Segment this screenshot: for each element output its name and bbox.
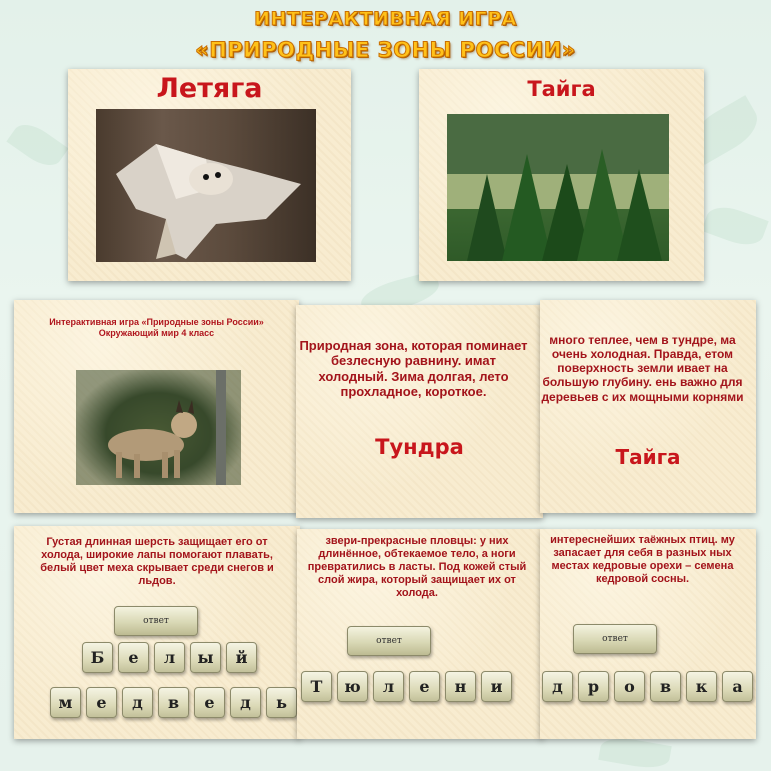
letter-tile[interactable]: ю: [337, 671, 368, 702]
taiga-trees-image: [447, 114, 669, 261]
slide-seals[interactable]: [297, 529, 543, 739]
polar-bear-description: Густая длинная шерсть защищает его от холода, широкие лапы помогают плавать, белый цвет меха скрывает среди снегов и льдов.: [40, 536, 274, 587]
slide-tundra[interactable]: [296, 305, 543, 518]
letter-tile[interactable]: д: [122, 687, 153, 718]
letter-tile[interactable]: в: [158, 687, 189, 718]
seals-description: звери-прекрасные пловцы: у них длинённое, обтекаемое тело, а ноги превратились в ласты. Под кожей стый слой жира, который защищает их от холода.: [307, 535, 527, 599]
slide-polar-bear[interactable]: [14, 526, 300, 739]
slide-nutcracker[interactable]: [540, 529, 756, 739]
letter-tile[interactable]: д: [230, 687, 261, 718]
slide-flying-squirrel[interactable]: [68, 69, 351, 281]
letter-tile[interactable]: е: [194, 687, 225, 718]
slide-title: Тайга: [527, 77, 596, 101]
letter-tile[interactable]: ы: [190, 642, 221, 673]
answer-tiles-row-2: [50, 687, 297, 718]
letter-tile[interactable]: й: [226, 642, 257, 673]
letter-tile[interactable]: р: [578, 671, 609, 702]
letter-tile[interactable]: е: [409, 671, 440, 702]
answer-button[interactable]: ответ: [347, 626, 431, 656]
letter-tile[interactable]: л: [373, 671, 404, 702]
nutcracker-description: интереснейших таёжных птиц. му запасает для себя в разных ных местах кедровые орехи – семена кедровой сосны.: [550, 534, 735, 585]
letter-tile[interactable]: н: [445, 671, 476, 702]
slide-taiga[interactable]: [419, 69, 704, 281]
letter-tile[interactable]: а: [722, 671, 753, 702]
lynx-image: [76, 370, 241, 485]
page-title: ИНТЕРАКТИВНАЯ ИГРА: [254, 8, 517, 30]
letter-tile[interactable]: о: [614, 671, 645, 702]
letter-tile[interactable]: ь: [266, 687, 297, 718]
background-leaf: [6, 117, 68, 173]
page-subtitle: «ПРИРОДНЫЕ ЗОНЫ РОССИИ»: [195, 38, 576, 62]
tundra-answer: Тундра: [375, 435, 464, 459]
slide-title: Летяга: [156, 73, 263, 104]
background-leaf: [701, 201, 768, 252]
letter-tile[interactable]: л: [154, 642, 185, 673]
answer-tiles: [542, 671, 753, 702]
letter-tile[interactable]: м: [50, 687, 81, 718]
answer-button[interactable]: ответ: [114, 606, 198, 636]
letter-tile[interactable]: к: [686, 671, 717, 702]
slide-intro[interactable]: [14, 300, 299, 513]
intro-heading: Интерактивная игра «Природные зоны России»: [49, 317, 264, 327]
answer-tiles-row-1: [82, 642, 257, 673]
letter-tile[interactable]: Б: [82, 642, 113, 673]
taiga-description: много теплее, чем в тундре, ма очень холодная. Правда, етом поверхность земли ивает на большую глубину. ень важно для деревьев с их мощными корнями: [541, 333, 744, 404]
letter-tile[interactable]: д: [542, 671, 573, 702]
taiga-forest-photo: [447, 114, 669, 261]
background-leaf: [598, 734, 671, 771]
taiga-answer: Тайга: [615, 445, 681, 469]
flying-squirrel-photo: [96, 109, 316, 262]
slide-taiga-description[interactable]: [540, 300, 756, 513]
letter-tile[interactable]: Т: [301, 671, 332, 702]
letter-tile[interactable]: е: [86, 687, 117, 718]
letter-tile[interactable]: е: [118, 642, 149, 673]
intro-subheading: Окружающий мир 4 класс: [98, 328, 215, 338]
tundra-description: Природная зона, которая поминает безлесную равнину. имат холодный. Зима долгая, лето прохладное, короткое.: [299, 338, 528, 399]
letter-tile[interactable]: в: [650, 671, 681, 702]
answer-button[interactable]: ответ: [573, 624, 657, 654]
letter-tile[interactable]: и: [481, 671, 512, 702]
flying-squirrel-image: [96, 109, 316, 262]
answer-tiles: [301, 671, 512, 702]
lynx-photo: [76, 370, 241, 485]
